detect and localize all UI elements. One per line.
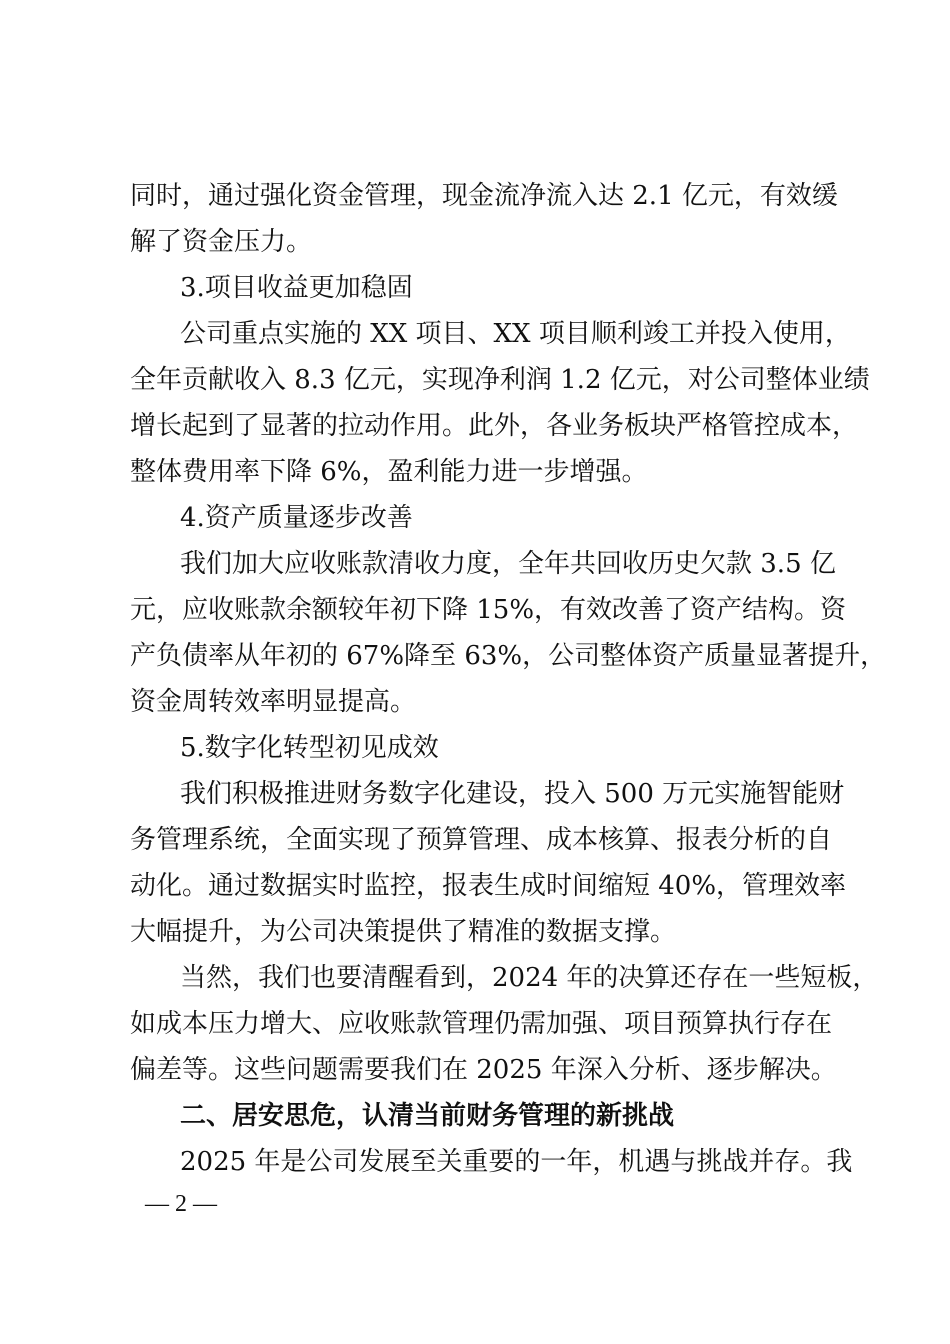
body-text-line: 大幅提升，为公司决策提供了精准的数据支撑。 [130, 917, 677, 947]
body-text-line: 整体费用率下降 6%，盈利能力进一步增强。 [130, 457, 648, 487]
body-text-line: 当然，我们也要清醒看到，2024 年的决算还存在一些短板， [180, 963, 879, 993]
body-text-line: 元，应收账款余额较年初下降 15%，有效改善了资产结构。资 [130, 595, 847, 625]
page-number: — 2 — [145, 1191, 217, 1217]
body-text-line: 如成本压力增大、应收账款管理仍需加强、项目预算执行存在 [130, 1009, 833, 1039]
body-text-line: 我们积极推进财务数字化建设，投入 500 万元实施智能财 [180, 779, 845, 809]
section-heading: 4.资产质量逐步改善 [180, 503, 413, 533]
section-heading: 3.项目收益更加稳固 [180, 273, 413, 303]
body-text-line: 同时，通过强化资金管理，现金流净流入达 2.1 亿元，有效缓 [130, 181, 838, 211]
body-text-line: 偏差等。这些问题需要我们在 2025 年深入分析、逐步解决。 [130, 1055, 837, 1085]
section-heading: 5.数字化转型初见成效 [180, 733, 439, 763]
body-text-line: 全年贡献收入 8.3 亿元，实现净利润 1.2 亿元，对公司整体业绩 [130, 365, 870, 395]
body-text-line: 产负债率从年初的 67%降至 63%，公司整体资产质量显著提升， [130, 641, 887, 671]
body-text-line: 务管理系统，全面实现了预算管理、成本核算、报表分析的自 [130, 825, 833, 855]
body-text-line: 资金周转效率明显提高。 [130, 687, 417, 717]
chapter-heading: 二、居安思危，认清当前财务管理的新挑战 [180, 1101, 675, 1131]
body-text-line: 动化。通过数据实时监控，报表生成时间缩短 40%，管理效率 [130, 871, 847, 901]
body-text-line: 增长起到了显著的拉动作用。此外，各业务板块严格管控成本， [130, 411, 859, 441]
body-text-line: 解了资金压力。 [130, 227, 313, 257]
body-text-line: 我们加大应收账款清收力度，全年共回收历史欠款 3.5 亿 [180, 549, 836, 579]
body-text-line: 2025 年是公司发展至关重要的一年，机遇与挑战并存。我 [180, 1147, 853, 1177]
body-text-line: 公司重点实施的 XX 项目、XX 项目顺利竣工并投入使用， [180, 319, 851, 349]
